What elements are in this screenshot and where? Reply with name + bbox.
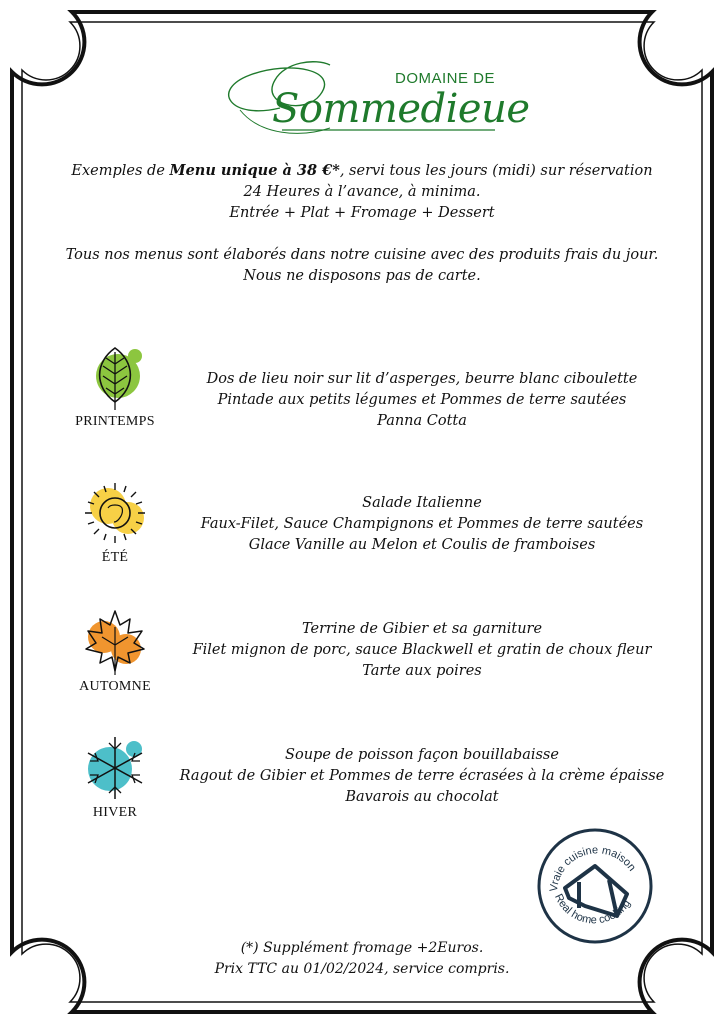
- season-label: HIVER: [92, 805, 138, 820]
- menu-ete: [160, 493, 684, 556]
- footer-line-1: (*) Supplément fromage +2Euros.: [240, 940, 484, 956]
- dish: Ragout de Gibier et Pommes de terre écrasées à la crème épaisse: [179, 768, 665, 784]
- intro-line-1: [30, 160, 694, 182]
- dish: Bavarois au chocolat: [345, 789, 499, 805]
- dish: Filet mignon de porc, sauce Blackwell et gratin de choux fleur: [192, 642, 652, 658]
- dish: Panna Cotta: [377, 413, 467, 429]
- logo-domaine-de: DOMAINE DE: [395, 70, 496, 87]
- intro-line-4: Tous nos menus sont élaborés dans notre cuisine avec des produits frais du jour.: [65, 247, 659, 263]
- season-automne: [60, 607, 170, 695]
- footer-notes: [100, 938, 624, 980]
- dish: Pintade aux petits légumes et Pommes de terre sautées: [217, 392, 627, 408]
- leaf-icon: [80, 342, 150, 412]
- domaine-logo: [220, 50, 530, 145]
- stamp-top-text: Vraie cuisine maison: [547, 844, 638, 893]
- home-cooking-stamp: [535, 826, 655, 946]
- intro-text: [30, 160, 694, 287]
- dish: Soupe de poisson façon bouillabaisse: [285, 747, 559, 763]
- dish: Tarte aux poires: [362, 663, 482, 679]
- menu-price: Menu unique à 38 €*: [169, 162, 340, 179]
- menu-automne: [160, 619, 684, 682]
- dish: Terrine de Gibier et sa garniture: [301, 621, 543, 637]
- intro-line-5: Nous ne disposons pas de carte.: [243, 268, 481, 284]
- intro-suffix: , servi tous les jours (midi) sur réservation: [339, 163, 653, 179]
- season-label: AUTOMNE: [79, 679, 151, 694]
- dish: Salade Italienne: [362, 495, 482, 511]
- season-printemps: [60, 342, 170, 430]
- season-label: PRINTEMPS: [75, 414, 155, 429]
- menu-printemps: [160, 369, 684, 432]
- season-hiver: [60, 733, 170, 821]
- dish: Glace Vanille au Melon et Coulis de framboises: [248, 537, 596, 553]
- sun-icon: [80, 478, 150, 548]
- maple-leaf-icon: [80, 607, 150, 677]
- stamp-bottom-text: Real home cooking: [552, 892, 634, 927]
- dish: Dos de lieu noir sur lit d’asperges, beurre blanc ciboulette: [206, 371, 638, 387]
- footer-line-2: Prix TTC au 01/02/2024, service compris.: [214, 961, 510, 977]
- intro-line-3: Entrée + Plat + Fromage + Dessert: [229, 205, 495, 221]
- logo-sommedieue: Sommedieue: [272, 86, 530, 132]
- intro-line-2: 24 Heures à l’avance, à minima.: [243, 184, 481, 200]
- menu-hiver: [160, 745, 684, 808]
- dish: Faux-Filet, Sauce Champignons et Pommes de terre sautées: [200, 516, 644, 532]
- snowflake-icon: [80, 733, 150, 803]
- season-ete: [60, 478, 170, 566]
- season-label: ÉTÉ: [101, 550, 129, 565]
- intro-prefix: Exemples de: [71, 163, 170, 179]
